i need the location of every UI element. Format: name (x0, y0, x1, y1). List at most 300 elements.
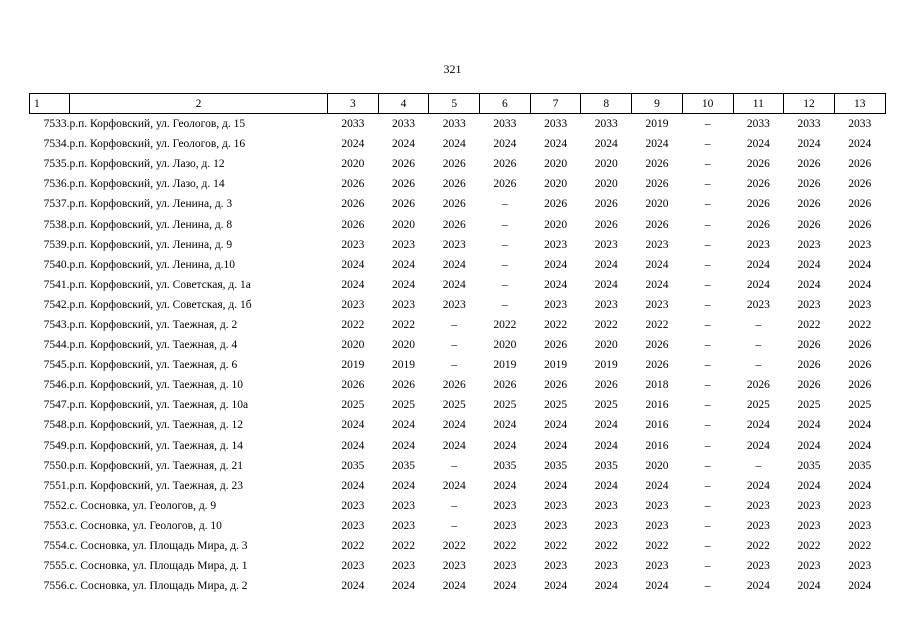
year-cell: – (502, 198, 508, 211)
table-row (30, 295, 886, 315)
year-cell: 2020 (544, 158, 568, 171)
year-cell: 2026 (848, 178, 872, 191)
year-cell: – (704, 560, 711, 573)
address-cell: р.п. Корфовский, ул. Ленина, д. 8 (69, 218, 233, 231)
year-cell: 2020 (645, 459, 669, 472)
year-cell: 2026 (645, 339, 669, 352)
row-number: 7540. (43, 258, 70, 271)
column-header: 1 (30, 94, 70, 114)
table-row (30, 536, 886, 556)
table-row (30, 154, 886, 174)
year-cell: 2020 (594, 158, 618, 171)
year-cell: – (755, 339, 762, 352)
year-cell: 2026 (645, 218, 669, 231)
year-cell: 2023 (544, 560, 568, 573)
year-cell: 2035 (392, 459, 416, 472)
year-cell: 2022 (341, 318, 365, 331)
year-cell: 2025 (594, 399, 618, 412)
row-number: 7533. (43, 118, 70, 131)
year-cell: 2026 (544, 379, 568, 392)
year-cell: 2026 (746, 158, 770, 171)
year-cell: – (704, 359, 711, 372)
year-cell: 2023 (544, 238, 568, 251)
table-row (30, 194, 886, 214)
column-header: 3 (328, 94, 379, 114)
year-cell: 2026 (848, 198, 872, 211)
year-cell: 2016 (645, 419, 669, 432)
year-cell: 2026 (341, 178, 365, 191)
year-cell: 2026 (442, 379, 466, 392)
year-cell: 2020 (594, 339, 618, 352)
address-cell: с. Сосновка, ул. Площадь Мира, д. 2 (69, 580, 248, 593)
year-cell: 2024 (341, 439, 365, 452)
year-cell: 2023 (848, 560, 872, 573)
year-cell: 2026 (797, 339, 821, 352)
year-cell: 2024 (746, 439, 770, 452)
year-cell: 2022 (746, 540, 770, 553)
year-cell: 2024 (442, 479, 466, 492)
address-cell: р.п. Корфовский, ул. Таежная, д. 14 (69, 439, 243, 452)
table-row (30, 134, 886, 154)
column-header: 13 (834, 94, 885, 114)
year-cell: 2024 (746, 278, 770, 291)
year-cell: 2024 (746, 258, 770, 271)
column-header: 11 (733, 94, 784, 114)
year-cell: – (451, 459, 458, 472)
year-cell: 2022 (493, 318, 517, 331)
year-cell: 2024 (442, 258, 466, 271)
year-cell: – (704, 238, 711, 251)
address-cell: с. Сосновка, ул. Площадь Мира, д. 1 (69, 560, 248, 573)
row-number: 7555. (43, 560, 70, 573)
year-cell: 2024 (645, 138, 669, 151)
year-cell: 2025 (797, 399, 821, 412)
table-row (30, 235, 886, 255)
address-cell: р.п. Корфовский, ул. Советская, д. 1б (69, 298, 252, 311)
table-row (30, 315, 886, 335)
year-cell: – (451, 499, 458, 512)
year-cell: – (755, 359, 762, 372)
row-number: 7549. (43, 439, 70, 452)
header-row (30, 94, 886, 114)
year-cell: 2023 (442, 238, 466, 251)
year-cell: 2026 (493, 158, 517, 171)
table-row (30, 415, 886, 435)
year-cell: 2024 (341, 258, 365, 271)
year-cell: 2024 (544, 439, 568, 452)
year-cell: 2019 (493, 359, 517, 372)
year-cell: 2022 (442, 540, 466, 553)
year-cell: – (704, 540, 711, 553)
schedule-table (29, 93, 886, 596)
year-cell: 2023 (341, 519, 365, 532)
year-cell: 2020 (594, 178, 618, 191)
year-cell: 2023 (645, 519, 669, 532)
year-cell: – (502, 258, 508, 271)
year-cell: – (755, 459, 762, 472)
table-row (30, 114, 886, 135)
year-cell: 2035 (341, 459, 365, 472)
year-cell: – (704, 580, 711, 593)
year-cell: 2026 (392, 198, 416, 211)
column-header: 8 (581, 94, 632, 114)
year-cell: 2026 (848, 359, 872, 372)
year-cell: 2026 (341, 379, 365, 392)
year-cell: 2024 (493, 580, 517, 593)
row-number: 7535. (43, 158, 70, 171)
year-cell: 2023 (746, 519, 770, 532)
year-cell: 2026 (797, 379, 821, 392)
year-cell: 2023 (341, 298, 365, 311)
year-cell: 2023 (645, 298, 669, 311)
address-cell: с. Сосновка, ул. Геологов, д. 9 (69, 499, 217, 512)
year-cell: – (704, 379, 711, 392)
year-cell: 2023 (746, 298, 770, 311)
year-cell: 2026 (848, 158, 872, 171)
year-cell: 2024 (544, 258, 568, 271)
year-cell: 2024 (848, 258, 872, 271)
year-cell: 2020 (645, 198, 669, 211)
year-cell: 2026 (645, 359, 669, 372)
address-cell: р.п. Корфовский, ул. Таежная, д. 6 (69, 359, 238, 372)
address-cell: р.п. Корфовский, ул. Таежная, д. 10а (69, 399, 249, 412)
year-cell: 2026 (746, 198, 770, 211)
year-cell: 2023 (392, 560, 416, 573)
year-cell: 2024 (594, 419, 618, 432)
year-cell: 2025 (442, 399, 466, 412)
year-cell: 2024 (544, 479, 568, 492)
year-cell: 2023 (392, 499, 416, 512)
year-cell: 2020 (341, 339, 365, 352)
year-cell: 2022 (594, 318, 618, 331)
table-row (30, 375, 886, 395)
year-cell: 2026 (341, 198, 365, 211)
year-cell: 2026 (392, 379, 416, 392)
row-number: 7544. (43, 339, 70, 352)
year-cell: 2022 (493, 540, 517, 553)
year-cell: 2033 (848, 118, 872, 131)
row-number: 7545. (43, 359, 70, 372)
row-number: 7541. (43, 278, 70, 291)
year-cell: 2024 (594, 580, 618, 593)
year-cell: 2022 (594, 540, 618, 553)
column-header: 4 (378, 94, 429, 114)
row-number: 7547. (43, 399, 70, 412)
year-cell: 2024 (848, 278, 872, 291)
year-cell: – (704, 298, 711, 311)
year-cell: 2024 (746, 580, 770, 593)
year-cell: 2023 (594, 560, 618, 573)
year-cell: 2035 (848, 459, 872, 472)
year-cell: – (704, 278, 711, 291)
year-cell: 2023 (645, 499, 669, 512)
address-cell: с. Сосновка, ул. Площадь Мира, д. 3 (69, 540, 248, 553)
year-cell: 2026 (797, 218, 821, 231)
year-cell: 2016 (645, 399, 669, 412)
year-cell: 2026 (392, 178, 416, 191)
table-row (30, 395, 886, 415)
year-cell: 2023 (848, 519, 872, 532)
column-header: 12 (784, 94, 835, 114)
year-cell: 2023 (746, 560, 770, 573)
column-header: 5 (429, 94, 480, 114)
year-cell: – (502, 238, 508, 251)
year-cell: 2024 (645, 580, 669, 593)
row-number: 7539. (43, 238, 70, 251)
year-cell: 2024 (544, 580, 568, 593)
year-cell: 2022 (645, 540, 669, 553)
year-cell: 2024 (544, 138, 568, 151)
year-cell: 2033 (442, 118, 466, 131)
year-cell: 2023 (493, 499, 517, 512)
year-cell: – (704, 198, 711, 211)
year-cell: 2024 (493, 138, 517, 151)
address-cell: р.п. Корфовский, ул. Геологов, д. 15 (69, 118, 246, 131)
year-cell: – (704, 339, 711, 352)
year-cell: 2024 (594, 138, 618, 151)
year-cell: 2026 (848, 218, 872, 231)
year-cell: 2025 (848, 399, 872, 412)
table-row (30, 476, 886, 496)
year-cell: – (704, 519, 711, 532)
year-cell: 2025 (493, 399, 517, 412)
table-row (30, 436, 886, 456)
year-cell: 2026 (341, 218, 365, 231)
year-cell: 2026 (392, 158, 416, 171)
year-cell: 2019 (594, 359, 618, 372)
year-cell: 2023 (645, 560, 669, 573)
year-cell: 2023 (797, 519, 821, 532)
column-header: 10 (682, 94, 733, 114)
column-header: 2 (70, 94, 328, 114)
address-cell: р.п. Корфовский, ул. Ленина, д. 3 (69, 198, 233, 211)
address-cell: р.п. Корфовский, ул. Таежная, д. 2 (69, 318, 238, 331)
year-cell: – (451, 359, 458, 372)
year-cell: 2023 (493, 519, 517, 532)
year-cell: 2033 (594, 118, 618, 131)
year-cell: 2023 (594, 499, 618, 512)
row-number: 7554. (43, 540, 70, 553)
year-cell: 2023 (544, 499, 568, 512)
address-cell: с. Сосновка, ул. Геологов, д. 10 (69, 519, 222, 532)
year-cell: 2024 (442, 138, 466, 151)
year-cell: 2033 (746, 118, 770, 131)
year-cell: 2023 (797, 499, 821, 512)
year-cell: 2023 (442, 560, 466, 573)
year-cell: 2024 (797, 439, 821, 452)
year-cell: 2033 (392, 118, 416, 131)
year-cell: – (451, 519, 458, 532)
year-cell: 2024 (493, 479, 517, 492)
year-cell: 2024 (797, 419, 821, 432)
row-number: 7546. (43, 379, 70, 392)
year-cell: 2023 (493, 560, 517, 573)
year-cell: 2020 (392, 218, 416, 231)
year-cell: 2024 (797, 580, 821, 593)
year-cell: 2024 (594, 278, 618, 291)
year-cell: 2024 (594, 439, 618, 452)
row-number: 7553. (43, 519, 70, 532)
year-cell: 2022 (848, 540, 872, 553)
year-cell: 2018 (645, 379, 669, 392)
year-cell: 2026 (493, 178, 517, 191)
year-cell: 2023 (848, 298, 872, 311)
table-row (30, 496, 886, 516)
year-cell: 2022 (544, 318, 568, 331)
year-cell: 2023 (797, 298, 821, 311)
year-cell: 2023 (544, 519, 568, 532)
year-cell: 2023 (645, 238, 669, 251)
row-number: 7543. (43, 318, 70, 331)
year-cell: 2024 (746, 479, 770, 492)
column-header: 6 (480, 94, 531, 114)
year-cell: 2022 (797, 318, 821, 331)
year-cell: 2025 (392, 399, 416, 412)
year-cell: – (704, 318, 711, 331)
year-cell: 2024 (341, 278, 365, 291)
year-cell: – (451, 339, 458, 352)
year-cell: 2023 (341, 238, 365, 251)
year-cell: 2026 (594, 218, 618, 231)
table-row (30, 214, 886, 234)
year-cell: 2033 (493, 118, 517, 131)
year-cell: 2022 (392, 318, 416, 331)
year-cell: 2022 (544, 540, 568, 553)
year-cell: 2024 (493, 419, 517, 432)
year-cell: 2026 (848, 379, 872, 392)
year-cell: – (502, 278, 508, 291)
year-cell: 2023 (797, 238, 821, 251)
year-cell: – (704, 439, 711, 452)
year-cell: 2024 (848, 580, 872, 593)
table-row (30, 335, 886, 355)
year-cell: 2026 (442, 158, 466, 171)
year-cell: 2020 (544, 218, 568, 231)
year-cell: 2026 (594, 379, 618, 392)
year-cell: 2023 (544, 298, 568, 311)
year-cell: 2024 (746, 138, 770, 151)
year-cell: – (704, 419, 711, 432)
year-cell: 2023 (341, 560, 365, 573)
year-cell: – (704, 479, 711, 492)
year-cell: 2024 (392, 138, 416, 151)
page-number: 321 (443, 62, 462, 76)
year-cell: 2023 (392, 519, 416, 532)
year-cell: – (755, 318, 762, 331)
year-cell: 2024 (645, 258, 669, 271)
year-cell: 2023 (848, 238, 872, 251)
year-cell: 2024 (392, 479, 416, 492)
year-cell: 2020 (341, 158, 365, 171)
year-cell: 2024 (392, 419, 416, 432)
year-cell: 2023 (797, 560, 821, 573)
year-cell: 2023 (392, 238, 416, 251)
row-number: 7550. (43, 459, 70, 472)
year-cell: 2020 (544, 178, 568, 191)
year-cell: 2026 (746, 379, 770, 392)
address-cell: р.п. Корфовский, ул. Таежная, д. 12 (69, 419, 243, 432)
year-cell: 2019 (645, 118, 669, 131)
year-cell: 2023 (594, 519, 618, 532)
year-cell: 2026 (797, 359, 821, 372)
year-cell: 2026 (746, 178, 770, 191)
year-cell: 2022 (645, 318, 669, 331)
year-cell: 2023 (746, 499, 770, 512)
address-cell: р.п. Корфовский, ул. Ленина, д. 9 (69, 238, 233, 251)
year-cell: 2024 (797, 138, 821, 151)
table-body (30, 114, 886, 597)
table-row (30, 556, 886, 576)
address-cell: р.п. Корфовский, ул. Лазо, д. 14 (69, 178, 225, 191)
year-cell: 2024 (848, 138, 872, 151)
address-cell: р.п. Корфовский, ул. Таежная, д. 23 (69, 479, 243, 492)
column-header: 7 (530, 94, 581, 114)
address-cell: р.п. Корфовский, ул. Советская, д. 1а (69, 278, 251, 291)
year-cell: 2024 (442, 278, 466, 291)
year-cell: 2026 (645, 158, 669, 171)
year-cell: 2026 (594, 198, 618, 211)
year-cell: 2035 (594, 459, 618, 472)
year-cell: 2024 (848, 479, 872, 492)
year-cell: 2035 (493, 459, 517, 472)
year-cell: 2023 (442, 298, 466, 311)
year-cell: 2024 (442, 580, 466, 593)
year-cell: – (502, 218, 508, 231)
row-number: 7548. (43, 419, 70, 432)
year-cell: 2024 (341, 580, 365, 593)
year-cell: – (451, 318, 458, 331)
year-cell: 2024 (797, 258, 821, 271)
table-row (30, 456, 886, 476)
year-cell: 2026 (848, 339, 872, 352)
year-cell: 2025 (544, 399, 568, 412)
address-cell: р.п. Корфовский, ул. Таежная, д. 21 (69, 459, 243, 472)
row-number: 7552. (43, 499, 70, 512)
year-cell: 2024 (341, 479, 365, 492)
year-cell: 2024 (797, 278, 821, 291)
year-cell: 2023 (594, 298, 618, 311)
year-cell: 2019 (544, 359, 568, 372)
year-cell: 2024 (341, 419, 365, 432)
year-cell: 2024 (392, 258, 416, 271)
year-cell: – (704, 118, 711, 131)
year-cell: 2026 (645, 178, 669, 191)
year-cell: 2024 (848, 419, 872, 432)
column-header: 9 (632, 94, 683, 114)
year-cell: 2019 (341, 359, 365, 372)
year-cell: – (704, 499, 711, 512)
year-cell: 2024 (442, 439, 466, 452)
row-number: 7542. (43, 298, 70, 311)
year-cell: 2022 (848, 318, 872, 331)
year-cell: 2026 (797, 158, 821, 171)
year-cell: 2024 (544, 419, 568, 432)
year-cell: 2026 (544, 339, 568, 352)
row-number: 7538. (43, 218, 70, 231)
row-number: 7536. (43, 178, 70, 191)
year-cell: – (704, 158, 711, 171)
year-cell: 2022 (341, 540, 365, 553)
year-cell: 2026 (797, 198, 821, 211)
year-cell: 2024 (392, 278, 416, 291)
year-cell: 2035 (544, 459, 568, 472)
year-cell: 2024 (392, 580, 416, 593)
year-cell: 2026 (544, 198, 568, 211)
year-cell: 2035 (797, 459, 821, 472)
year-cell: 2024 (645, 278, 669, 291)
address-cell: р.п. Корфовский, ул. Ленина, д.10 (69, 258, 236, 271)
year-cell: 2016 (645, 439, 669, 452)
